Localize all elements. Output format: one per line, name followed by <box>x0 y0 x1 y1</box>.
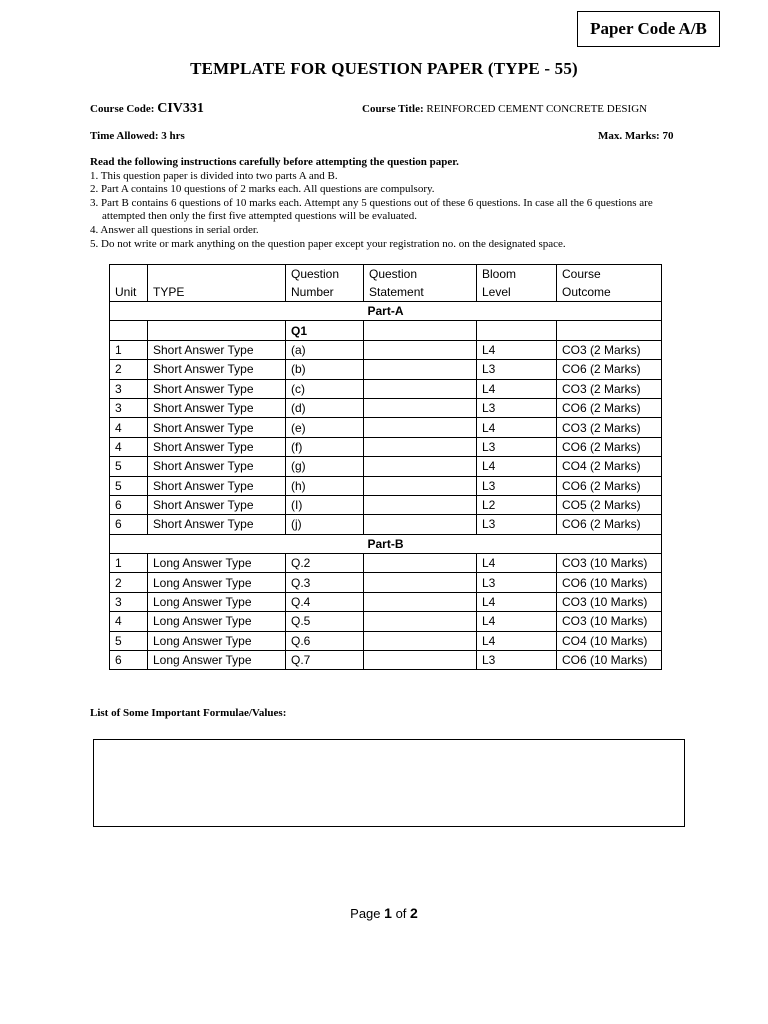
header-question-statement: Question Statement <box>364 265 477 302</box>
bloom-level-cell: L3 <box>477 651 557 670</box>
table-row <box>110 495 662 514</box>
question-statement-cell <box>364 573 477 592</box>
course-outcome-cell: CO6 (2 Marks) <box>557 515 662 534</box>
bloom-level-cell: L3 <box>477 573 557 592</box>
question-statement-cell <box>364 592 477 611</box>
bloom-level-cell: L3 <box>477 515 557 534</box>
bloom-level-cell: L4 <box>477 418 557 437</box>
instruction-item: 3. Part B contains 6 questions of 10 marks each. Attempt any 5 questions out of these 6 questions. In case all the 6 questions are <box>90 196 653 209</box>
table-row <box>110 554 662 573</box>
instruction-item: 1. This question paper is divided into two parts A and B. <box>90 169 338 182</box>
table-row <box>110 379 662 398</box>
question-number-cell: (a) <box>286 340 364 359</box>
question-number-cell: (c) <box>286 379 364 398</box>
question-statement-cell <box>364 360 477 379</box>
question-statement-cell <box>364 631 477 650</box>
question-statement-cell <box>364 340 477 359</box>
page-current: 1 <box>384 905 392 921</box>
course-outcome-cell: CO3 (10 Marks) <box>557 592 662 611</box>
course-outcome-cell: CO4 (10 Marks) <box>557 631 662 650</box>
unit-cell: 5 <box>110 631 148 650</box>
bloom-level-cell: L4 <box>477 612 557 631</box>
course-outcome-cell: CO5 (2 Marks) <box>557 495 662 514</box>
course-title-value: REINFORCED CEMENT CONCRETE DESIGN <box>426 103 648 115</box>
course-outcome-cell: CO3 (2 Marks) <box>557 379 662 398</box>
course-code-line <box>90 101 204 117</box>
question-statement-cell <box>364 418 477 437</box>
instruction-item: 2. Part A contains 10 questions of 2 marks each. All questions are compulsory. <box>90 183 435 196</box>
q1-row <box>110 321 662 340</box>
bloom-level-cell: L4 <box>477 554 557 573</box>
bloom-level-cell: L4 <box>477 457 557 476</box>
question-number-cell: (I) <box>286 495 364 514</box>
table-row <box>110 515 662 534</box>
type-cell: Short Answer Type <box>148 515 286 534</box>
table-row <box>110 457 662 476</box>
page-footer <box>0 905 768 921</box>
type-cell: Short Answer Type <box>148 418 286 437</box>
question-statement-cell <box>364 495 477 514</box>
instructions-block <box>90 156 690 251</box>
unit-cell: 5 <box>110 457 148 476</box>
question-statement-cell <box>364 476 477 495</box>
unit-cell: 2 <box>110 573 148 592</box>
formulae-box <box>93 739 685 827</box>
course-outcome-cell: CO6 (2 Marks) <box>557 476 662 495</box>
course-code-value: CIV331 <box>157 101 204 116</box>
unit-cell: 3 <box>110 379 148 398</box>
formulae-label: List of Some Important Formulae/Values: <box>90 707 287 719</box>
type-cell: Short Answer Type <box>148 398 286 417</box>
part-b-heading-row <box>110 534 662 553</box>
course-outcome-cell: CO4 (2 Marks) <box>557 457 662 476</box>
bloom-level-cell: L2 <box>477 495 557 514</box>
type-cell: Short Answer Type <box>148 437 286 456</box>
type-cell: Long Answer Type <box>148 554 286 573</box>
course-outcome-cell: CO6 (10 Marks) <box>557 573 662 592</box>
header-unit: Unit <box>110 265 148 302</box>
unit-cell: 4 <box>110 437 148 456</box>
page-title: TEMPLATE FOR QUESTION PAPER (TYPE - 55) <box>190 59 578 78</box>
question-statement-cell <box>364 398 477 417</box>
unit-cell: 1 <box>110 554 148 573</box>
table-row <box>110 573 662 592</box>
of-word: of <box>395 906 407 921</box>
bloom-level-cell: L3 <box>477 476 557 495</box>
table-header-row <box>110 265 662 302</box>
table-row <box>110 437 662 456</box>
unit-cell: 6 <box>110 515 148 534</box>
type-cell: Long Answer Type <box>148 612 286 631</box>
paper-code-text: Paper Code A/B <box>590 19 707 38</box>
type-cell: Short Answer Type <box>148 379 286 398</box>
bloom-level-cell: L4 <box>477 592 557 611</box>
unit-cell: 2 <box>110 360 148 379</box>
course-outcome-cell: CO3 (2 Marks) <box>557 340 662 359</box>
page-total: 2 <box>410 905 418 921</box>
bloom-level-cell: L3 <box>477 437 557 456</box>
instruction-item: 5. Do not write or mark anything on the question paper except your registration no. on the designated space. <box>90 237 566 250</box>
question-statement-cell <box>364 379 477 398</box>
unit-cell: 4 <box>110 612 148 631</box>
table-row <box>110 631 662 650</box>
type-cell: Long Answer Type <box>148 631 286 650</box>
table-row <box>110 398 662 417</box>
question-number-cell: Q.3 <box>286 573 364 592</box>
type-cell: Long Answer Type <box>148 592 286 611</box>
unit-cell: 6 <box>110 495 148 514</box>
question-statement-cell <box>364 437 477 456</box>
course-outcome-cell: CO6 (2 Marks) <box>557 398 662 417</box>
bloom-level-cell: L4 <box>477 379 557 398</box>
paper-code-box <box>577 11 720 47</box>
question-number-cell: Q.6 <box>286 631 364 650</box>
course-outcome-cell: CO6 (10 Marks) <box>557 651 662 670</box>
question-number-cell: (j) <box>286 515 364 534</box>
question-number-cell: (h) <box>286 476 364 495</box>
course-title-label: Course Title: <box>362 103 424 115</box>
table-row <box>110 476 662 495</box>
bloom-level-cell: L4 <box>477 631 557 650</box>
question-number-cell: Q.5 <box>286 612 364 631</box>
table-row <box>110 340 662 359</box>
unit-cell: 5 <box>110 476 148 495</box>
question-number-cell: (d) <box>286 398 364 417</box>
course-code-label: Course Code: <box>90 103 155 115</box>
question-statement-cell <box>364 651 477 670</box>
q1-label: Q1 <box>286 321 364 340</box>
table-row <box>110 360 662 379</box>
type-cell: Long Answer Type <box>148 651 286 670</box>
course-outcome-cell: CO3 (2 Marks) <box>557 418 662 437</box>
question-number-cell: (f) <box>286 437 364 456</box>
table-row <box>110 418 662 437</box>
course-title-line <box>362 103 647 115</box>
table-row <box>110 592 662 611</box>
unit-cell: 4 <box>110 418 148 437</box>
question-number-cell: (g) <box>286 457 364 476</box>
type-cell: Short Answer Type <box>148 457 286 476</box>
type-cell: Short Answer Type <box>148 495 286 514</box>
part-a-label: Part-A <box>110 302 662 321</box>
time-allowed: Time Allowed: 3 hrs <box>90 130 185 142</box>
header-type: TYPE <box>148 265 286 302</box>
question-statement-cell <box>364 554 477 573</box>
part-b-label: Part-B <box>110 534 662 553</box>
unit-cell: 3 <box>110 398 148 417</box>
type-cell: Short Answer Type <box>148 476 286 495</box>
header-question-number: Question Number <box>286 265 364 302</box>
question-statement-cell <box>364 515 477 534</box>
question-statement-cell <box>364 612 477 631</box>
page-word: Page <box>350 906 381 921</box>
course-outcome-cell: CO3 (10 Marks) <box>557 612 662 631</box>
question-number-cell: Q.2 <box>286 554 364 573</box>
bloom-level-cell: L4 <box>477 340 557 359</box>
header-course-outcome: Course Outcome <box>557 265 662 302</box>
header-bloom-level: Bloom Level <box>477 265 557 302</box>
question-table <box>109 264 662 670</box>
course-outcome-cell: CO6 (2 Marks) <box>557 437 662 456</box>
bloom-level-cell: L3 <box>477 398 557 417</box>
type-cell: Short Answer Type <box>148 360 286 379</box>
type-cell: Short Answer Type <box>148 340 286 359</box>
course-outcome-cell: CO3 (10 Marks) <box>557 554 662 573</box>
instruction-item: 4. Answer all questions in serial order. <box>90 223 259 236</box>
question-number-cell: Q.4 <box>286 592 364 611</box>
question-number-cell: Q.7 <box>286 651 364 670</box>
instruction-item-continuation: attempted then only the first five attempted questions will be evaluated. <box>102 210 417 223</box>
unit-cell: 3 <box>110 592 148 611</box>
question-number-cell: (b) <box>286 360 364 379</box>
unit-cell: 1 <box>110 340 148 359</box>
bloom-level-cell: L3 <box>477 360 557 379</box>
table-row <box>110 612 662 631</box>
unit-cell: 6 <box>110 651 148 670</box>
instructions-heading: Read the following instructions carefully before attempting the question paper. <box>90 156 459 168</box>
max-marks: Max. Marks: 70 <box>598 130 674 142</box>
question-statement-cell <box>364 457 477 476</box>
type-cell: Long Answer Type <box>148 573 286 592</box>
question-number-cell: (e) <box>286 418 364 437</box>
part-a-heading-row <box>110 302 662 321</box>
course-outcome-cell: CO6 (2 Marks) <box>557 360 662 379</box>
table-row <box>110 651 662 670</box>
